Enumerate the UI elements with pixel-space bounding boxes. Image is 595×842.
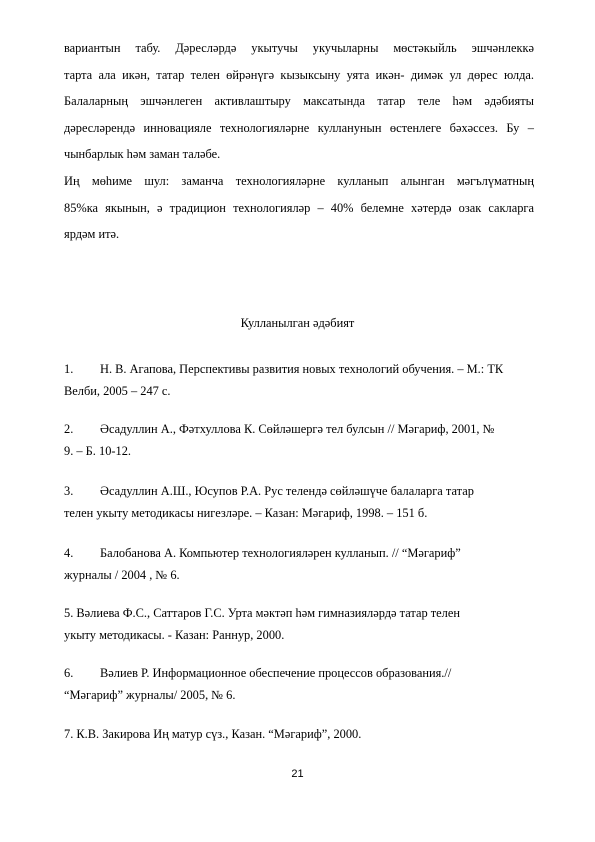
- reference-item: [64, 542, 544, 586]
- reference-number: 3.: [64, 484, 74, 498]
- body-line: ярдәм итә.: [64, 227, 120, 242]
- reference-text-cont: укыту методикасы. - Казан: Раннур, 2000.: [64, 628, 285, 642]
- body-line: 85%ка якынын, ә традицион технологияләр – 40% белемне хәтердә озак сакларга: [64, 200, 534, 215]
- reference-text: Балобанова А. Компьютер технологияләрен кулланып. // “Мәгариф”: [100, 546, 461, 560]
- reference-text: Әсадуллин А., Фәтхуллова К. Сөйләшергә тел булсын // Мәгариф, 2001, №: [100, 422, 495, 436]
- reference-number: 4.: [64, 546, 74, 560]
- reference-text: Н. В. Агапова, Перспективы развития новых технологий обучения. – М.: ТК: [100, 362, 504, 376]
- reference-text-cont: телен укыту методикасы нигезләре. – Казан: Мәгариф, 1998. – 151 б.: [64, 506, 428, 520]
- page-number: 21: [291, 768, 304, 780]
- reference-number: 6.: [64, 666, 74, 680]
- reference-text: 5. Вәлиева Ф.С., Саттаров Г.С. Урта мәктәп һәм гимназияләрдә татар телен: [64, 606, 460, 620]
- body-line: тарта ала икән, татар телен өйрәнүгә кызыксыну уята икән- димәк ул дөрес юлда.: [64, 67, 534, 82]
- body-line: Иң мөһиме шул: заманча технологияләрне кулланып алынган мәгълүматның: [64, 173, 534, 188]
- body-paragraph: [64, 35, 534, 248]
- reference-text-cont: 9. – Б. 10-12.: [64, 444, 131, 458]
- body-line: вариантын табу. Дәресләрдә укытучы укучыларны мөстәкыйль эшчәнлеккә: [64, 41, 534, 55]
- reference-text-cont: журналы / 2004 , № 6.: [64, 568, 180, 582]
- reference-item: [64, 602, 544, 646]
- reference-item: [64, 723, 544, 745]
- reference-text-cont: “Мәгариф” журналы/ 2005, № 6.: [64, 688, 236, 702]
- reference-item: [64, 418, 544, 462]
- reference-text: Вәлиев Р. Информационное обеспечение процессов образования.//: [100, 666, 452, 680]
- reference-item: [64, 358, 544, 402]
- reference-text-cont: Велби, 2005 – 247 с.: [64, 384, 171, 398]
- body-line: чынбарлык һәм заман таләбе.: [64, 147, 221, 162]
- body-line: дәресләрендә инновацияле технологияләрне кулланунын өстенлеге бәхәссез. Бу –: [64, 120, 534, 135]
- reference-text: Әсадуллин А.Ш., Юсупов Р.А. Рус телендә сөйләшүче балаларга татар: [100, 484, 474, 498]
- reference-text: 7. К.В. Закирова Иң матур сүз., Казан. “Мәгариф”, 2000.: [64, 727, 362, 741]
- body-line: Балаларның эшчәнлеген активлаштыру максатында татар теле һәм әдәбияты: [64, 94, 534, 109]
- reference-item: [64, 480, 544, 524]
- reference-number: 2.: [64, 422, 74, 436]
- references-heading: Кулланылган әдәбият: [240, 316, 355, 330]
- reference-item: [64, 662, 544, 706]
- reference-number: 1.: [64, 362, 74, 376]
